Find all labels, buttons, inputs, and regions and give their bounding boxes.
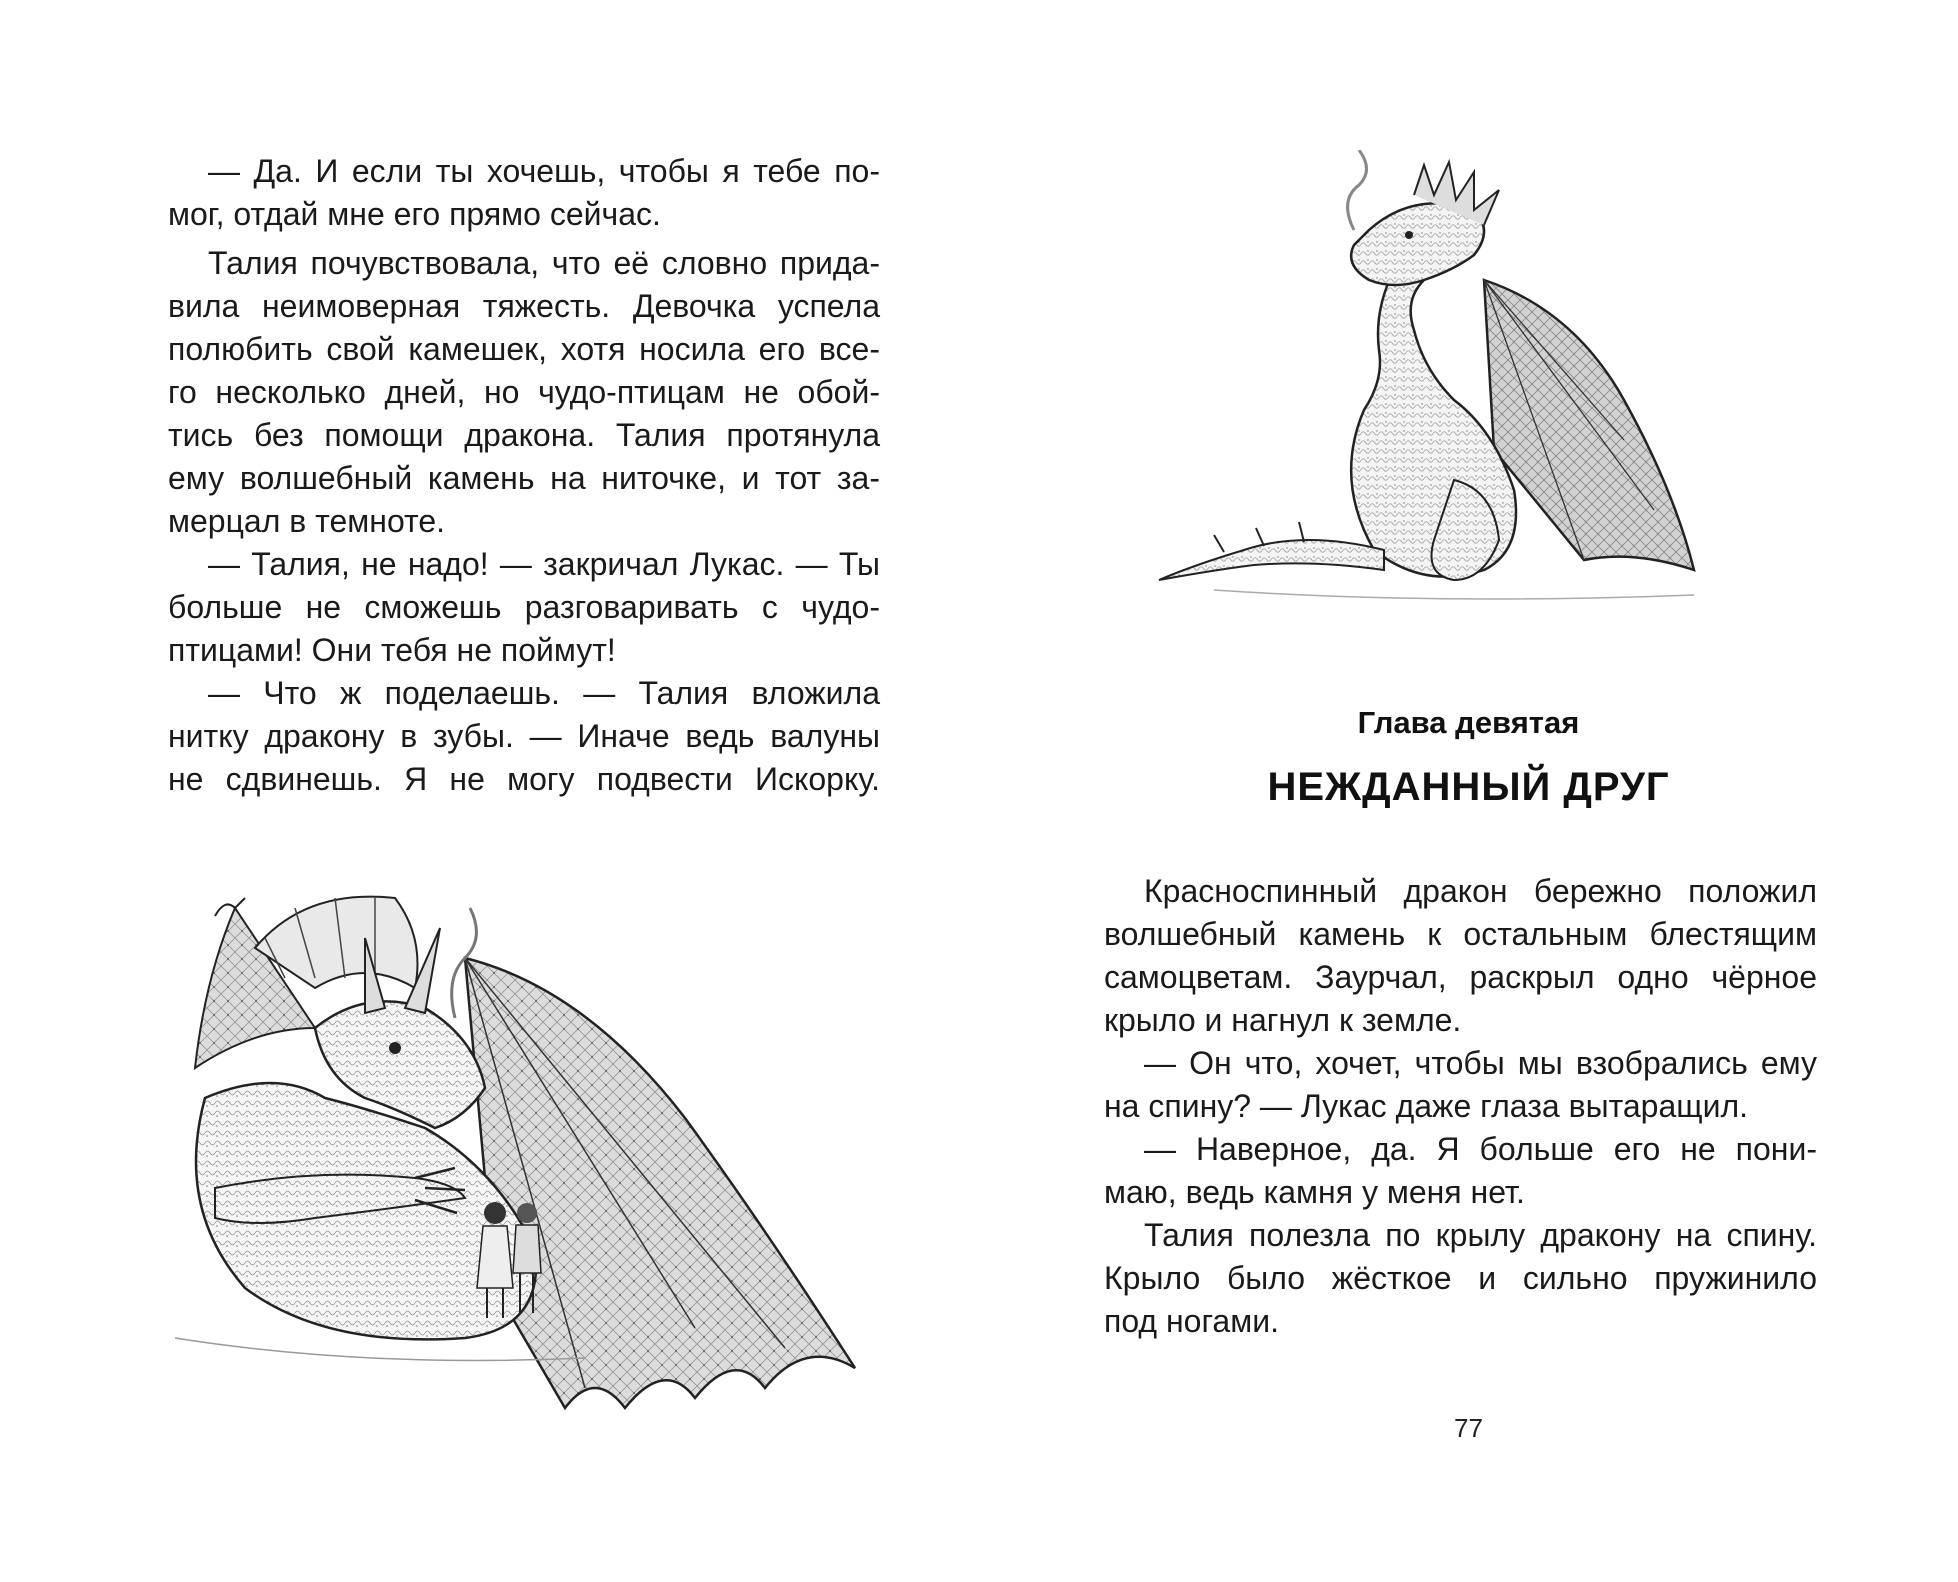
text-line: на спину? — Лукас даже глаза вытаращил. bbox=[1104, 1088, 1749, 1124]
text-line: — Он что, хочет, чтобы мы взобрались ему bbox=[1144, 1045, 1817, 1081]
text-line: волшебный камень к остальным блестящим bbox=[1104, 916, 1817, 952]
text-line: мерцал в темноте. bbox=[168, 503, 446, 539]
text-line: Крыло было жёсткое и сильно пружинило bbox=[1104, 1260, 1817, 1296]
text-line: больше не сможешь разговаривать с чудо- bbox=[168, 589, 880, 625]
left-page-text bbox=[168, 150, 880, 801]
text-line: маю, ведь камня у меня нет. bbox=[1104, 1174, 1525, 1210]
text-line: ему волшебный камень на ниточке, и тот за- bbox=[168, 460, 880, 496]
text-line: нитку дракону в зубы. — Иначе ведь валуны bbox=[168, 718, 880, 754]
text-line: птицами! Они тебя не поймут! bbox=[168, 632, 616, 668]
text-line: — Талия, не надо! — закричал Лукас. — Ты bbox=[208, 546, 880, 582]
right-page-text bbox=[1104, 870, 1817, 1343]
text-line: го несколько дней, но чудо-птицам не обой- bbox=[168, 374, 880, 410]
chapter-label: Глава девятая bbox=[1357, 705, 1580, 740]
text-line: — Да. И если ты хочешь, чтобы я тебе по- bbox=[208, 153, 880, 189]
text-line: Талия почувствовала, что её словно прида- bbox=[208, 245, 880, 281]
text-line: — Наверное, да. Я больше его не пони- bbox=[1144, 1131, 1817, 1167]
dragon-with-children-illustration bbox=[165, 868, 885, 1428]
text-line: Талия полезла по крылу дракону на спину. bbox=[1144, 1217, 1817, 1253]
text-line: вила неимоверная тяжесть. Девочка успела bbox=[168, 288, 880, 324]
text-line: мог, отдай мне его прямо сейчас. bbox=[168, 196, 661, 232]
text-line: полюбить свой камешек, хотя носила его все- bbox=[168, 331, 880, 367]
sitting-dragon-illustration bbox=[1154, 150, 1714, 640]
text-line: самоцветам. Заурчал, раскрыл одно чёрное bbox=[1104, 959, 1817, 995]
text-line: крыло и нагнул к земле. bbox=[1104, 1002, 1462, 1038]
text-line: тись без помощи дракона. Талия протянула bbox=[168, 417, 880, 453]
chapter-title: НЕЖДАННЫЙ ДРУГ bbox=[1267, 765, 1670, 809]
text-line: под ногами. bbox=[1104, 1303, 1279, 1339]
right-page bbox=[979, 0, 1958, 1582]
text-line: Красноспинный дракон бережно положил bbox=[1144, 873, 1817, 909]
text-line: не сдвинешь. Я не могу подвести Искорку. bbox=[168, 761, 880, 797]
text-line: — Что ж поделаешь. — Талия вложила bbox=[208, 675, 880, 711]
page-number: 77 bbox=[1454, 1413, 1483, 1443]
